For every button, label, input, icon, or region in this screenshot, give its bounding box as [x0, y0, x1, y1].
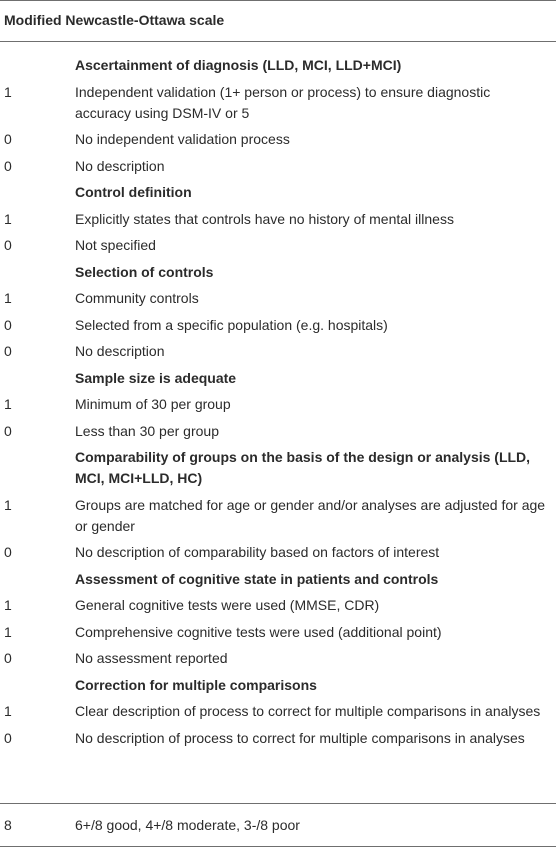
criterion-text: No description	[75, 157, 165, 174]
score-cell: 0	[4, 157, 12, 174]
table-footer-row	[0, 815, 556, 836]
footer-text: 6+/8 good, 4+/8 moderate, 3-/8 poor	[75, 817, 300, 833]
table-row	[0, 315, 556, 336]
table-row	[0, 288, 556, 309]
criterion-text: Community controls	[75, 290, 199, 306]
score-cell: 0	[4, 343, 12, 359]
table-row	[0, 421, 556, 442]
section-header: Ascertainment of diagnosis (LLD, MCI, LLD+MCI)	[75, 57, 402, 73]
section-header: Comparability of groups on the basis of the design or analysis (LLD, MCI, MCI+LLD, HC)	[75, 449, 531, 486]
criterion-text: No description	[75, 343, 165, 359]
criterion-text: Groups are matched for age or gender and/or analyses are adjusted for age or gender	[75, 496, 546, 534]
table-row	[0, 394, 556, 415]
table-row	[0, 82, 556, 124]
score-cell: 1	[4, 597, 12, 613]
score-cell: 0	[4, 316, 12, 333]
score-cell: 0	[4, 650, 12, 666]
criterion-text: No independent validation process	[75, 131, 290, 147]
section-header: Sample size is adequate	[75, 369, 237, 386]
criterion-text: Minimum of 30 per group	[75, 396, 231, 412]
criterion-text: No description of process to correct for multiple comparisons in analyses	[75, 729, 525, 746]
section-header-row	[0, 182, 556, 203]
criterion-text: Clear description of process to correct for multiple comparisons in analyses	[75, 703, 541, 719]
criterion-text: General cognitive tests were used (MMSE, CDR)	[75, 597, 380, 613]
section-header: Control definition	[75, 184, 192, 200]
section-header: Correction for multiple comparisons	[75, 676, 317, 693]
score-cell: 0	[4, 729, 12, 746]
table-row	[0, 542, 556, 563]
section-header-row	[0, 262, 556, 283]
criterion-text: No description of comparability based on factors of interest	[75, 544, 440, 560]
criterion-text: Explicitly states that controls have no history of mental illness	[75, 210, 454, 227]
criterion-text: Independent validation (1+ person or process) to ensure diagnostic accuracy using DSM-IV or 5	[75, 83, 491, 121]
score-cell: 1	[4, 396, 12, 412]
table-title: Modified Newcastle-Ottawa scale	[4, 12, 225, 28]
header-rule	[0, 41, 556, 42]
score-cell: 0	[4, 544, 12, 560]
score-cell: 1	[4, 83, 12, 100]
section-header: Assessment of cognitive state in patients and controls	[75, 570, 439, 587]
section-header: Selection of controls	[75, 263, 214, 280]
table-row	[0, 156, 556, 177]
top-rule	[0, 0, 556, 1]
section-header-row	[0, 55, 556, 76]
table-row	[0, 235, 556, 256]
table-row	[0, 728, 556, 749]
section-header-row	[0, 447, 556, 489]
score-cell: 0	[4, 131, 12, 147]
table-row	[0, 648, 556, 669]
bottom-rule	[0, 846, 556, 847]
section-header-row	[0, 675, 556, 696]
table-row	[0, 622, 556, 643]
score-cell: 1	[4, 623, 12, 640]
table-body	[0, 55, 556, 749]
criterion-text: Not specified	[75, 237, 156, 253]
score-cell: 1	[4, 496, 12, 513]
section-header-row	[0, 569, 556, 590]
table-row	[0, 341, 556, 362]
footer-score: 8	[4, 817, 12, 833]
table-row	[0, 495, 556, 537]
score-cell: 1	[4, 210, 12, 227]
criterion-text: No assessment reported	[75, 650, 228, 666]
criterion-text: Comprehensive cognitive tests were used (additional point)	[75, 623, 442, 640]
score-cell: 0	[4, 237, 12, 253]
table-row	[0, 209, 556, 230]
table-row	[0, 595, 556, 616]
score-cell: 1	[4, 703, 12, 719]
criterion-text: Less than 30 per group	[75, 422, 219, 439]
footer-rule	[0, 803, 556, 804]
score-cell: 1	[4, 290, 12, 306]
score-cell: 0	[4, 422, 12, 439]
table-row	[0, 701, 556, 722]
criterion-text: Selected from a specific population (e.g. hospitals)	[75, 316, 388, 333]
section-header-row	[0, 368, 556, 389]
table-row	[0, 129, 556, 150]
